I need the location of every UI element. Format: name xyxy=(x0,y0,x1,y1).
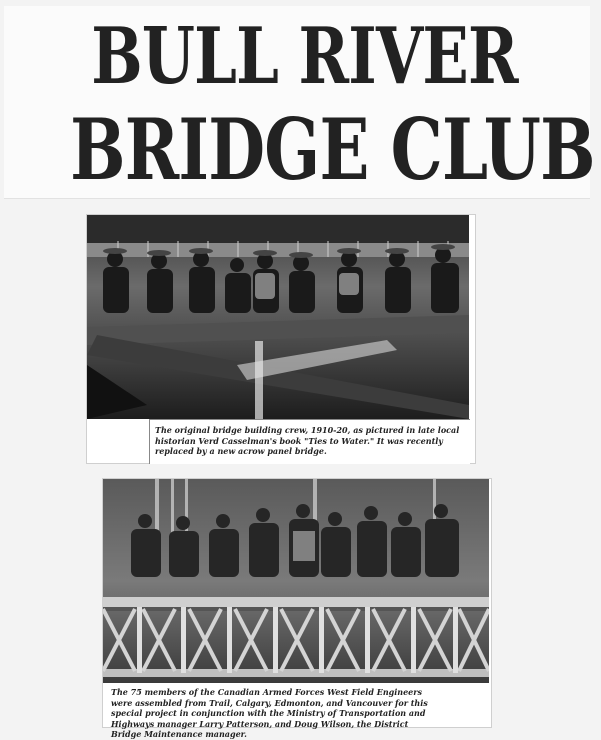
photo-1-historic-crew xyxy=(87,215,469,419)
photo-2-caption: The 75 members of the Canadian Armed Forces West Field Engineers were assembled from Trail, Calgary, Edmonton, and Vancouver for this special project in conjunction with the Ministry of Transportation and Highways manager Larry Patterson, and Doug Wilson, the District Bridge Maintenance manager. xyxy=(111,687,428,739)
photo-1-clipping xyxy=(86,214,476,464)
headline-line-2: BRIDGE CLUB xyxy=(70,100,595,199)
photo-1-image xyxy=(87,215,469,419)
photo-1-caption: The original bridge building crew, 1910-20, as pictured in late local historian Verd Casselman's book "Ties to Water." It was recently replaced by a new acrow panel bridge. xyxy=(155,425,460,456)
headline-strip xyxy=(4,6,595,199)
headline-line-1: BULL RIVER xyxy=(91,11,518,102)
photo-2-clipping xyxy=(102,478,492,739)
photo-2-engineers xyxy=(103,479,489,683)
photo-2-image xyxy=(103,479,489,683)
